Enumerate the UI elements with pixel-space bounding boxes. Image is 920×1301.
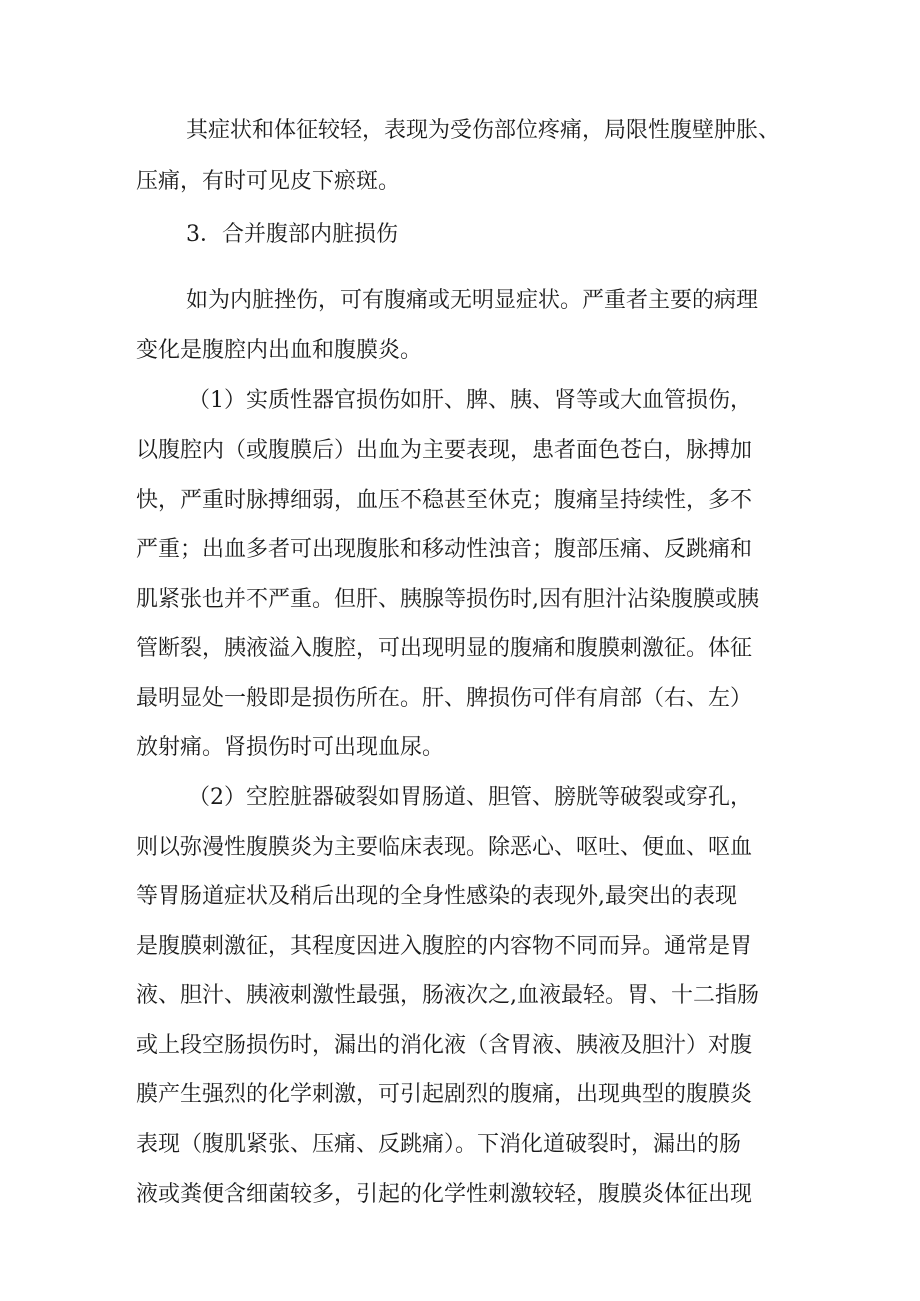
text-line: 以腹腔内（或腹膜后）出血为主要表现，患者面色苍白，脉搏加 [136,438,753,463]
paragraph-3-line-7 [136,684,752,714]
text-line: 则以弥漫性腹膜炎为主要临床表现。除恶心、呕吐、便血、呕血 [136,835,753,860]
paragraph-3-line-4 [136,535,752,565]
text-line: （2）空腔脏器破裂如胃肠道、胆管、膀胱等破裂或穿孔， [188,785,752,810]
paragraph-1-line-1 [186,116,796,146]
paragraph-3-line-8 [136,733,444,763]
text-line: 压痛，有时可见皮下瘀斑。 [136,169,401,194]
text-line: 严重；出血多者可出现腹胀和移动性浊音；腹部压痛、反跳痛和 [136,537,753,562]
paragraph-4-line-6 [136,1031,752,1061]
paragraph-3-line-1 [188,386,752,416]
text-line: 是腹膜刺激征，其程度因进入腹腔的内容物不同而异。通常是胃 [136,934,753,959]
text-line: 肌紧张也并不严重。但肝、胰腺等损伤时,因有胆汁沾染腹膜或胰 [136,587,759,612]
section-heading-text: 3．合并腹部内脏损伤 [186,222,398,247]
paragraph-4-line-5 [136,981,759,1011]
paragraph-3-line-5 [136,585,759,615]
text-line: 管断裂，胰液溢入腹腔，可出现明显的腹痛和腹膜刺激征。体征 [136,636,753,661]
text-line: 变化是腹腔内出血和腹膜炎。 [136,338,423,363]
paragraph-2-line-2 [136,336,422,366]
text-line: 其症状和体征较轻，表现为受伤部位疼痛，局限性腹壁肿胀、 [186,118,781,143]
text-line: 表现（腹肌紧张、压痛、反跳痛）。下消化道破裂时，漏出的肠 [136,1132,742,1157]
paragraph-3-line-2 [136,436,752,466]
text-line: 如为内脏挫伤，可有腹痛或无明显症状。严重者主要的病理 [186,288,759,313]
paragraph-1-line-2 [136,167,400,197]
text-line: 最明显处一般即是损伤所在。肝、脾损伤可伴有肩部（右、左） [136,686,753,711]
paragraph-4-line-7 [136,1080,752,1110]
heading-line [186,220,398,250]
paragraph-3-line-3 [136,486,752,516]
text-line: 快，严重时脉搏细弱，血压不稳甚至休克；腹痛呈持续性，多不 [136,488,753,513]
paragraph-4-line-8 [136,1130,741,1160]
paragraph-4-line-4 [136,932,752,962]
text-line: 液、胆汁、胰液刺激性最强，肠液次之,血液最轻。胃、十二指肠 [136,983,759,1008]
text-line: 膜产生强烈的化学刺激，可引起剧烈的腹痛，出现典型的腹膜炎 [136,1082,753,1107]
text-line: 液或粪便含细菌较多，引起的化学性刺激较轻，腹膜炎体征出现 [136,1182,753,1207]
paragraph-4-line-3 [136,882,737,912]
paragraph-4-line-2 [136,833,752,863]
paragraph-3-line-6 [136,634,752,664]
paragraph-2-line-1 [186,286,786,316]
text-line: 或上段空肠损伤时，漏出的消化液（含胃液、胰液及胆汁）对腹 [136,1033,753,1058]
text-line: 放射痛。肾损伤时可出现血尿。 [136,735,445,760]
text-line: 等胃肠道症状及稍后出现的全身性感染的表现外,最突出的表现 [136,884,737,909]
text-line: （1）实质性器官损伤如肝、脾、胰、肾等或大血管损伤， [188,388,752,413]
paragraph-4-line-1 [188,783,752,813]
paragraph-4-line-9 [136,1180,752,1210]
